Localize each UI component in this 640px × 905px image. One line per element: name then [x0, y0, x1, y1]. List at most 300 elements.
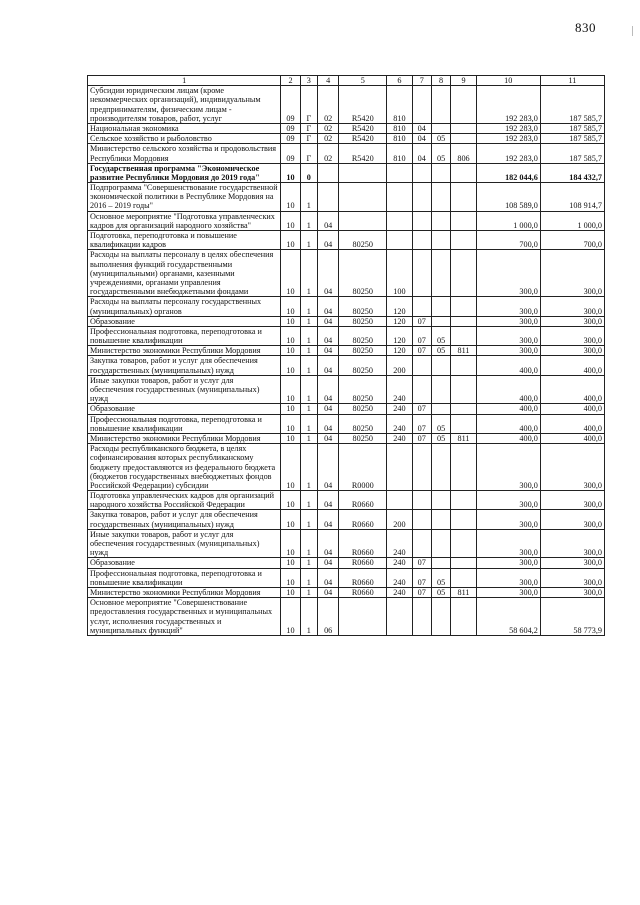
row-code-cell: 240	[387, 375, 412, 404]
row-code-cell: 80250	[339, 250, 387, 297]
table-header-row	[88, 76, 605, 86]
row-code-cell: 100	[387, 250, 412, 297]
table-row	[88, 491, 605, 510]
row-code-cell: 04	[317, 414, 338, 433]
row-code-cell: 120	[387, 346, 412, 356]
row-code-cell: 04	[317, 587, 338, 597]
table-row	[88, 587, 605, 597]
row-amount-cell: 300,0	[540, 491, 604, 510]
row-amount-cell: 58 773,9	[540, 598, 604, 636]
table-row	[88, 529, 605, 558]
row-code-cell	[412, 356, 431, 375]
row-code-cell	[451, 444, 476, 491]
row-code-cell	[431, 163, 450, 182]
row-code-cell: 1	[300, 250, 317, 297]
row-code-cell: 1	[300, 231, 317, 250]
row-name-cell: Иные закупки товаров, работ и услуг для обеспечения государственных (муниципальных) нужд	[88, 375, 281, 404]
row-code-cell: 05	[431, 326, 450, 345]
row-code-cell	[431, 231, 450, 250]
row-name-cell: Национальная экономика	[88, 123, 281, 133]
row-code-cell	[339, 211, 387, 230]
row-code-cell: 80250	[339, 433, 387, 443]
row-code-cell	[451, 316, 476, 326]
row-code-cell: 04	[317, 211, 338, 230]
row-amount-cell: 400,0	[476, 375, 540, 404]
row-code-cell: 07	[412, 316, 431, 326]
row-code-cell	[451, 183, 476, 212]
row-code-cell	[451, 250, 476, 297]
row-code-cell: 1	[300, 598, 317, 636]
table-row	[88, 123, 605, 133]
row-code-cell: 1	[300, 356, 317, 375]
row-code-cell: 02	[317, 123, 338, 133]
table-row	[88, 163, 605, 182]
row-code-cell: 811	[451, 587, 476, 597]
row-code-cell	[451, 86, 476, 124]
row-name-cell: Государственная программа "Экономическое развитие Республики Мордовия до 2019 года"	[88, 163, 281, 182]
row-code-cell	[412, 250, 431, 297]
row-amount-cell: 300,0	[540, 568, 604, 587]
row-code-cell: 10	[281, 231, 300, 250]
row-amount-cell: 300,0	[476, 316, 540, 326]
row-code-cell: Г	[300, 134, 317, 144]
row-code-cell	[412, 491, 431, 510]
row-code-cell: 240	[387, 529, 412, 558]
row-code-cell	[451, 414, 476, 433]
row-name-cell: Министерство экономики Республики Мордовия	[88, 433, 281, 443]
row-code-cell	[387, 211, 412, 230]
row-code-cell: 1	[300, 558, 317, 568]
row-code-cell	[412, 183, 431, 212]
row-amount-cell: 400,0	[476, 433, 540, 443]
table-body	[88, 86, 605, 636]
header-cell: 8	[431, 76, 450, 86]
row-name-cell: Закупка товаров, работ и услуг для обеспечения государственных (муниципальных) нужд	[88, 356, 281, 375]
row-code-cell	[451, 510, 476, 529]
row-code-cell	[451, 297, 476, 316]
row-amount-cell: 300,0	[476, 326, 540, 345]
row-code-cell	[431, 250, 450, 297]
header-cell: 5	[339, 76, 387, 86]
row-code-cell: 1	[300, 510, 317, 529]
row-code-cell: 04	[317, 510, 338, 529]
table-row	[88, 326, 605, 345]
row-code-cell	[431, 598, 450, 636]
row-code-cell: 10	[281, 250, 300, 297]
row-code-cell: 80250	[339, 326, 387, 345]
row-code-cell: 05	[431, 144, 450, 163]
row-code-cell: 04	[317, 326, 338, 345]
table-row	[88, 183, 605, 212]
row-code-cell: R0660	[339, 510, 387, 529]
row-code-cell: 240	[387, 558, 412, 568]
table-row	[88, 404, 605, 414]
row-code-cell: 806	[451, 144, 476, 163]
row-code-cell: 1	[300, 183, 317, 212]
row-code-cell: 120	[387, 326, 412, 345]
row-code-cell	[451, 211, 476, 230]
table-row	[88, 250, 605, 297]
row-code-cell: 10	[281, 326, 300, 345]
table-row	[88, 598, 605, 636]
row-code-cell: 10	[281, 316, 300, 326]
row-amount-cell: 300,0	[540, 529, 604, 558]
row-name-cell: Образование	[88, 316, 281, 326]
row-code-cell: 810	[387, 123, 412, 133]
row-code-cell: 811	[451, 346, 476, 356]
row-code-cell: 240	[387, 587, 412, 597]
row-code-cell	[451, 558, 476, 568]
row-code-cell: 80250	[339, 316, 387, 326]
row-code-cell: R0660	[339, 587, 387, 597]
row-code-cell: 120	[387, 316, 412, 326]
row-code-cell: 1	[300, 316, 317, 326]
row-name-cell: Основное мероприятие "Подготовка управленческих кадров для организаций народного хозяйства"	[88, 211, 281, 230]
row-code-cell	[451, 568, 476, 587]
row-code-cell: 80250	[339, 356, 387, 375]
row-code-cell	[412, 86, 431, 124]
row-code-cell: 04	[317, 404, 338, 414]
table-row	[88, 356, 605, 375]
row-code-cell: 04	[317, 375, 338, 404]
row-code-cell: 240	[387, 404, 412, 414]
row-code-cell: R0000	[339, 444, 387, 491]
table-row	[88, 444, 605, 491]
header-cell: 6	[387, 76, 412, 86]
row-code-cell: R5420	[339, 134, 387, 144]
table-row	[88, 86, 605, 124]
row-code-cell: R5420	[339, 144, 387, 163]
row-code-cell	[412, 163, 431, 182]
row-amount-cell: 700,0	[540, 231, 604, 250]
table-row	[88, 346, 605, 356]
row-amount-cell: 300,0	[476, 529, 540, 558]
row-code-cell: 04	[317, 568, 338, 587]
header-cell: 9	[451, 76, 476, 86]
row-name-cell: Расходы на выплаты персоналу в целях обеспечения выполнения функций государственными (муниципальными) органами, казенными учреждениями, органами управления государственными внебюджетными фондами	[88, 250, 281, 297]
row-code-cell: 10	[281, 356, 300, 375]
row-code-cell: 10	[281, 346, 300, 356]
row-code-cell: 240	[387, 568, 412, 587]
row-name-cell: Образование	[88, 558, 281, 568]
row-amount-cell: 300,0	[476, 587, 540, 597]
row-code-cell: 04	[317, 231, 338, 250]
table-row	[88, 375, 605, 404]
row-amount-cell: 300,0	[540, 558, 604, 568]
row-code-cell: 1	[300, 211, 317, 230]
row-code-cell: 07	[412, 326, 431, 345]
row-code-cell: 810	[387, 86, 412, 124]
row-code-cell: R5420	[339, 86, 387, 124]
row-code-cell: 120	[387, 297, 412, 316]
row-code-cell	[339, 183, 387, 212]
row-code-cell: 05	[431, 568, 450, 587]
table-row	[88, 568, 605, 587]
row-name-cell: Подготовка, переподготовка и повышение квалификации кадров	[88, 231, 281, 250]
row-code-cell: 05	[431, 433, 450, 443]
row-name-cell: Подготовка управленческих кадров для организаций народного хозяйства Российской Федерации	[88, 491, 281, 510]
row-code-cell	[387, 598, 412, 636]
row-code-cell: 10	[281, 375, 300, 404]
row-code-cell: 10	[281, 433, 300, 443]
row-code-cell	[451, 529, 476, 558]
row-code-cell	[431, 491, 450, 510]
table-row	[88, 433, 605, 443]
row-code-cell: 09	[281, 86, 300, 124]
row-code-cell: 04	[317, 346, 338, 356]
row-amount-cell: 300,0	[476, 444, 540, 491]
row-amount-cell: 300,0	[540, 297, 604, 316]
row-amount-cell: 300,0	[476, 297, 540, 316]
row-amount-cell: 192 283,0	[476, 134, 540, 144]
row-amount-cell: 400,0	[540, 375, 604, 404]
row-code-cell	[451, 598, 476, 636]
row-amount-cell: 300,0	[476, 250, 540, 297]
row-amount-cell: 400,0	[540, 404, 604, 414]
row-code-cell	[431, 86, 450, 124]
row-code-cell: 02	[317, 144, 338, 163]
row-code-cell: 02	[317, 86, 338, 124]
row-code-cell	[339, 163, 387, 182]
row-name-cell: Министерство экономики Республики Мордовия	[88, 587, 281, 597]
table-row	[88, 414, 605, 433]
row-amount-cell: 182 044,6	[476, 163, 540, 182]
row-code-cell	[431, 444, 450, 491]
budget-table	[87, 75, 605, 636]
row-code-cell	[431, 316, 450, 326]
header-cell: 3	[300, 76, 317, 86]
row-code-cell: 10	[281, 414, 300, 433]
row-code-cell: 10	[281, 404, 300, 414]
row-amount-cell: 1 000,0	[476, 211, 540, 230]
row-code-cell: 10	[281, 529, 300, 558]
row-code-cell	[387, 491, 412, 510]
row-code-cell	[451, 231, 476, 250]
row-code-cell: Г	[300, 123, 317, 133]
row-amount-cell: 300,0	[540, 316, 604, 326]
row-code-cell	[451, 163, 476, 182]
row-code-cell: 10	[281, 558, 300, 568]
header-cell: 1	[88, 76, 281, 86]
row-code-cell: 0	[300, 163, 317, 182]
row-code-cell: 04	[317, 444, 338, 491]
row-code-cell	[451, 491, 476, 510]
row-code-cell: 80250	[339, 404, 387, 414]
row-code-cell: 07	[412, 587, 431, 597]
row-code-cell: 80250	[339, 346, 387, 356]
row-name-cell: Подпрограмма "Совершенствование государственной экономической политики в Республике Мордовия на 2016 – 2019 годы"	[88, 183, 281, 212]
row-code-cell	[412, 444, 431, 491]
row-code-cell: 200	[387, 510, 412, 529]
row-amount-cell: 300,0	[476, 558, 540, 568]
row-code-cell: 1	[300, 297, 317, 316]
row-amount-cell: 400,0	[540, 356, 604, 375]
row-code-cell: 09	[281, 144, 300, 163]
row-code-cell: 1	[300, 375, 317, 404]
row-code-cell	[387, 231, 412, 250]
row-code-cell	[431, 211, 450, 230]
row-code-cell	[387, 444, 412, 491]
row-code-cell: 1	[300, 433, 317, 443]
row-code-cell	[317, 163, 338, 182]
row-amount-cell: 300,0	[476, 491, 540, 510]
row-code-cell: 07	[412, 433, 431, 443]
row-code-cell: R5420	[339, 123, 387, 133]
row-amount-cell: 192 283,0	[476, 86, 540, 124]
row-code-cell	[431, 510, 450, 529]
row-amount-cell: 300,0	[540, 326, 604, 345]
row-code-cell: Г	[300, 86, 317, 124]
row-code-cell: 1	[300, 444, 317, 491]
row-code-cell	[431, 356, 450, 375]
row-amount-cell: 108 914,7	[540, 183, 604, 212]
row-code-cell: 04	[412, 123, 431, 133]
row-code-cell: 10	[281, 510, 300, 529]
row-code-cell	[451, 375, 476, 404]
row-code-cell: 80250	[339, 375, 387, 404]
row-code-cell: 10	[281, 183, 300, 212]
header-cell: 11	[540, 76, 604, 86]
row-code-cell	[412, 231, 431, 250]
row-code-cell	[431, 375, 450, 404]
row-code-cell: 10	[281, 444, 300, 491]
row-name-cell: Профессиональная подготовка, переподготовка и повышение квалификации	[88, 326, 281, 345]
row-amount-cell: 400,0	[476, 404, 540, 414]
row-name-cell: Сельское хозяйство и рыболовство	[88, 134, 281, 144]
table-row	[88, 144, 605, 163]
row-code-cell: 05	[431, 134, 450, 144]
row-code-cell: R0660	[339, 529, 387, 558]
row-code-cell: 240	[387, 414, 412, 433]
row-code-cell: 810	[387, 144, 412, 163]
row-code-cell	[451, 326, 476, 345]
row-code-cell: 07	[412, 558, 431, 568]
header-cell: 2	[281, 76, 300, 86]
row-code-cell: 1	[300, 568, 317, 587]
row-code-cell	[431, 183, 450, 212]
row-code-cell: 04	[317, 529, 338, 558]
row-code-cell: 1	[300, 587, 317, 597]
row-code-cell: 05	[431, 414, 450, 433]
row-code-cell	[317, 183, 338, 212]
row-code-cell: 05	[431, 587, 450, 597]
row-amount-cell: 400,0	[540, 414, 604, 433]
row-amount-cell: 187 585,7	[540, 86, 604, 124]
row-code-cell: 04	[317, 558, 338, 568]
header-cell: 10	[476, 76, 540, 86]
row-amount-cell: 300,0	[540, 346, 604, 356]
row-code-cell: 04	[317, 491, 338, 510]
row-amount-cell: 1 000,0	[540, 211, 604, 230]
row-amount-cell: 300,0	[476, 568, 540, 587]
row-name-cell: Закупка товаров, работ и услуг для обеспечения государственных (муниципальных) нужд	[88, 510, 281, 529]
row-code-cell	[412, 297, 431, 316]
row-code-cell: 07	[412, 404, 431, 414]
row-code-cell: 1	[300, 491, 317, 510]
row-code-cell: 04	[317, 297, 338, 316]
table-row	[88, 558, 605, 568]
table-row	[88, 316, 605, 326]
row-code-cell: 1	[300, 404, 317, 414]
row-code-cell	[412, 529, 431, 558]
row-code-cell: 09	[281, 134, 300, 144]
row-code-cell: 1	[300, 346, 317, 356]
page-number: 830	[575, 20, 596, 35]
row-name-cell: Министерство сельского хозяйства и продовольствия Республики Мордовия	[88, 144, 281, 163]
row-amount-cell: 300,0	[540, 587, 604, 597]
row-amount-cell: 400,0	[540, 433, 604, 443]
row-code-cell: 240	[387, 433, 412, 443]
row-name-cell: Министерство экономики Республики Мордовия	[88, 346, 281, 356]
row-amount-cell: 700,0	[476, 231, 540, 250]
row-code-cell	[412, 375, 431, 404]
row-name-cell: Профессиональная подготовка, переподготовка и повышение квалификации	[88, 568, 281, 587]
row-amount-cell: 187 585,7	[540, 123, 604, 133]
row-code-cell: 1	[300, 414, 317, 433]
row-code-cell	[387, 163, 412, 182]
row-code-cell: 810	[387, 134, 412, 144]
table-row	[88, 297, 605, 316]
row-amount-cell: 300,0	[540, 444, 604, 491]
table-row	[88, 231, 605, 250]
row-code-cell	[431, 558, 450, 568]
row-amount-cell: 400,0	[476, 414, 540, 433]
row-code-cell: 811	[451, 433, 476, 443]
row-amount-cell: 108 589,0	[476, 183, 540, 212]
table-row	[88, 134, 605, 144]
row-amount-cell: 300,0	[540, 250, 604, 297]
row-code-cell: 04	[317, 316, 338, 326]
row-name-cell: Субсидии юридическим лицам (кроме некоммерческих организаций), индивидуальным предпринимателям, физическим лицам - производителям товаров, работ, услуг	[88, 86, 281, 124]
row-code-cell: 10	[281, 598, 300, 636]
row-amount-cell: 192 283,0	[476, 123, 540, 133]
header-cell: 4	[317, 76, 338, 86]
row-code-cell: 04	[317, 250, 338, 297]
row-code-cell	[431, 529, 450, 558]
row-name-cell: Расходы республиканского бюджета, в целях софинансирования которых республиканскому бюджету предоставляются из федерального бюджета (бюджетов государственных внебюджетных фондов Российской Федерации) субсидии	[88, 444, 281, 491]
row-code-cell: R0660	[339, 491, 387, 510]
row-code-cell	[451, 123, 476, 133]
row-code-cell	[431, 297, 450, 316]
row-code-cell	[412, 211, 431, 230]
row-amount-cell: 58 604,2	[476, 598, 540, 636]
row-code-cell: 04	[317, 433, 338, 443]
row-code-cell	[412, 598, 431, 636]
row-code-cell: 02	[317, 134, 338, 144]
row-code-cell: 80250	[339, 297, 387, 316]
table-row	[88, 510, 605, 529]
row-name-cell: Образование	[88, 404, 281, 414]
row-code-cell: 04	[412, 134, 431, 144]
row-amount-cell: 187 585,7	[540, 134, 604, 144]
row-code-cell: 10	[281, 297, 300, 316]
row-code-cell: 10	[281, 491, 300, 510]
row-amount-cell: 300,0	[476, 510, 540, 529]
scan-edge-mark	[632, 26, 633, 36]
row-code-cell	[412, 510, 431, 529]
row-code-cell: 1	[300, 326, 317, 345]
row-amount-cell: 187 585,7	[540, 144, 604, 163]
row-code-cell	[431, 123, 450, 133]
row-code-cell: 04	[317, 356, 338, 375]
row-code-cell	[431, 404, 450, 414]
row-code-cell: 07	[412, 346, 431, 356]
row-code-cell: 05	[431, 346, 450, 356]
row-name-cell: Расходы на выплаты персоналу государственных (муниципальных) органов	[88, 297, 281, 316]
row-code-cell: 04	[412, 144, 431, 163]
table-row	[88, 211, 605, 230]
row-name-cell: Иные закупки товаров, работ и услуг для обеспечения государственных (муниципальных) нужд	[88, 529, 281, 558]
